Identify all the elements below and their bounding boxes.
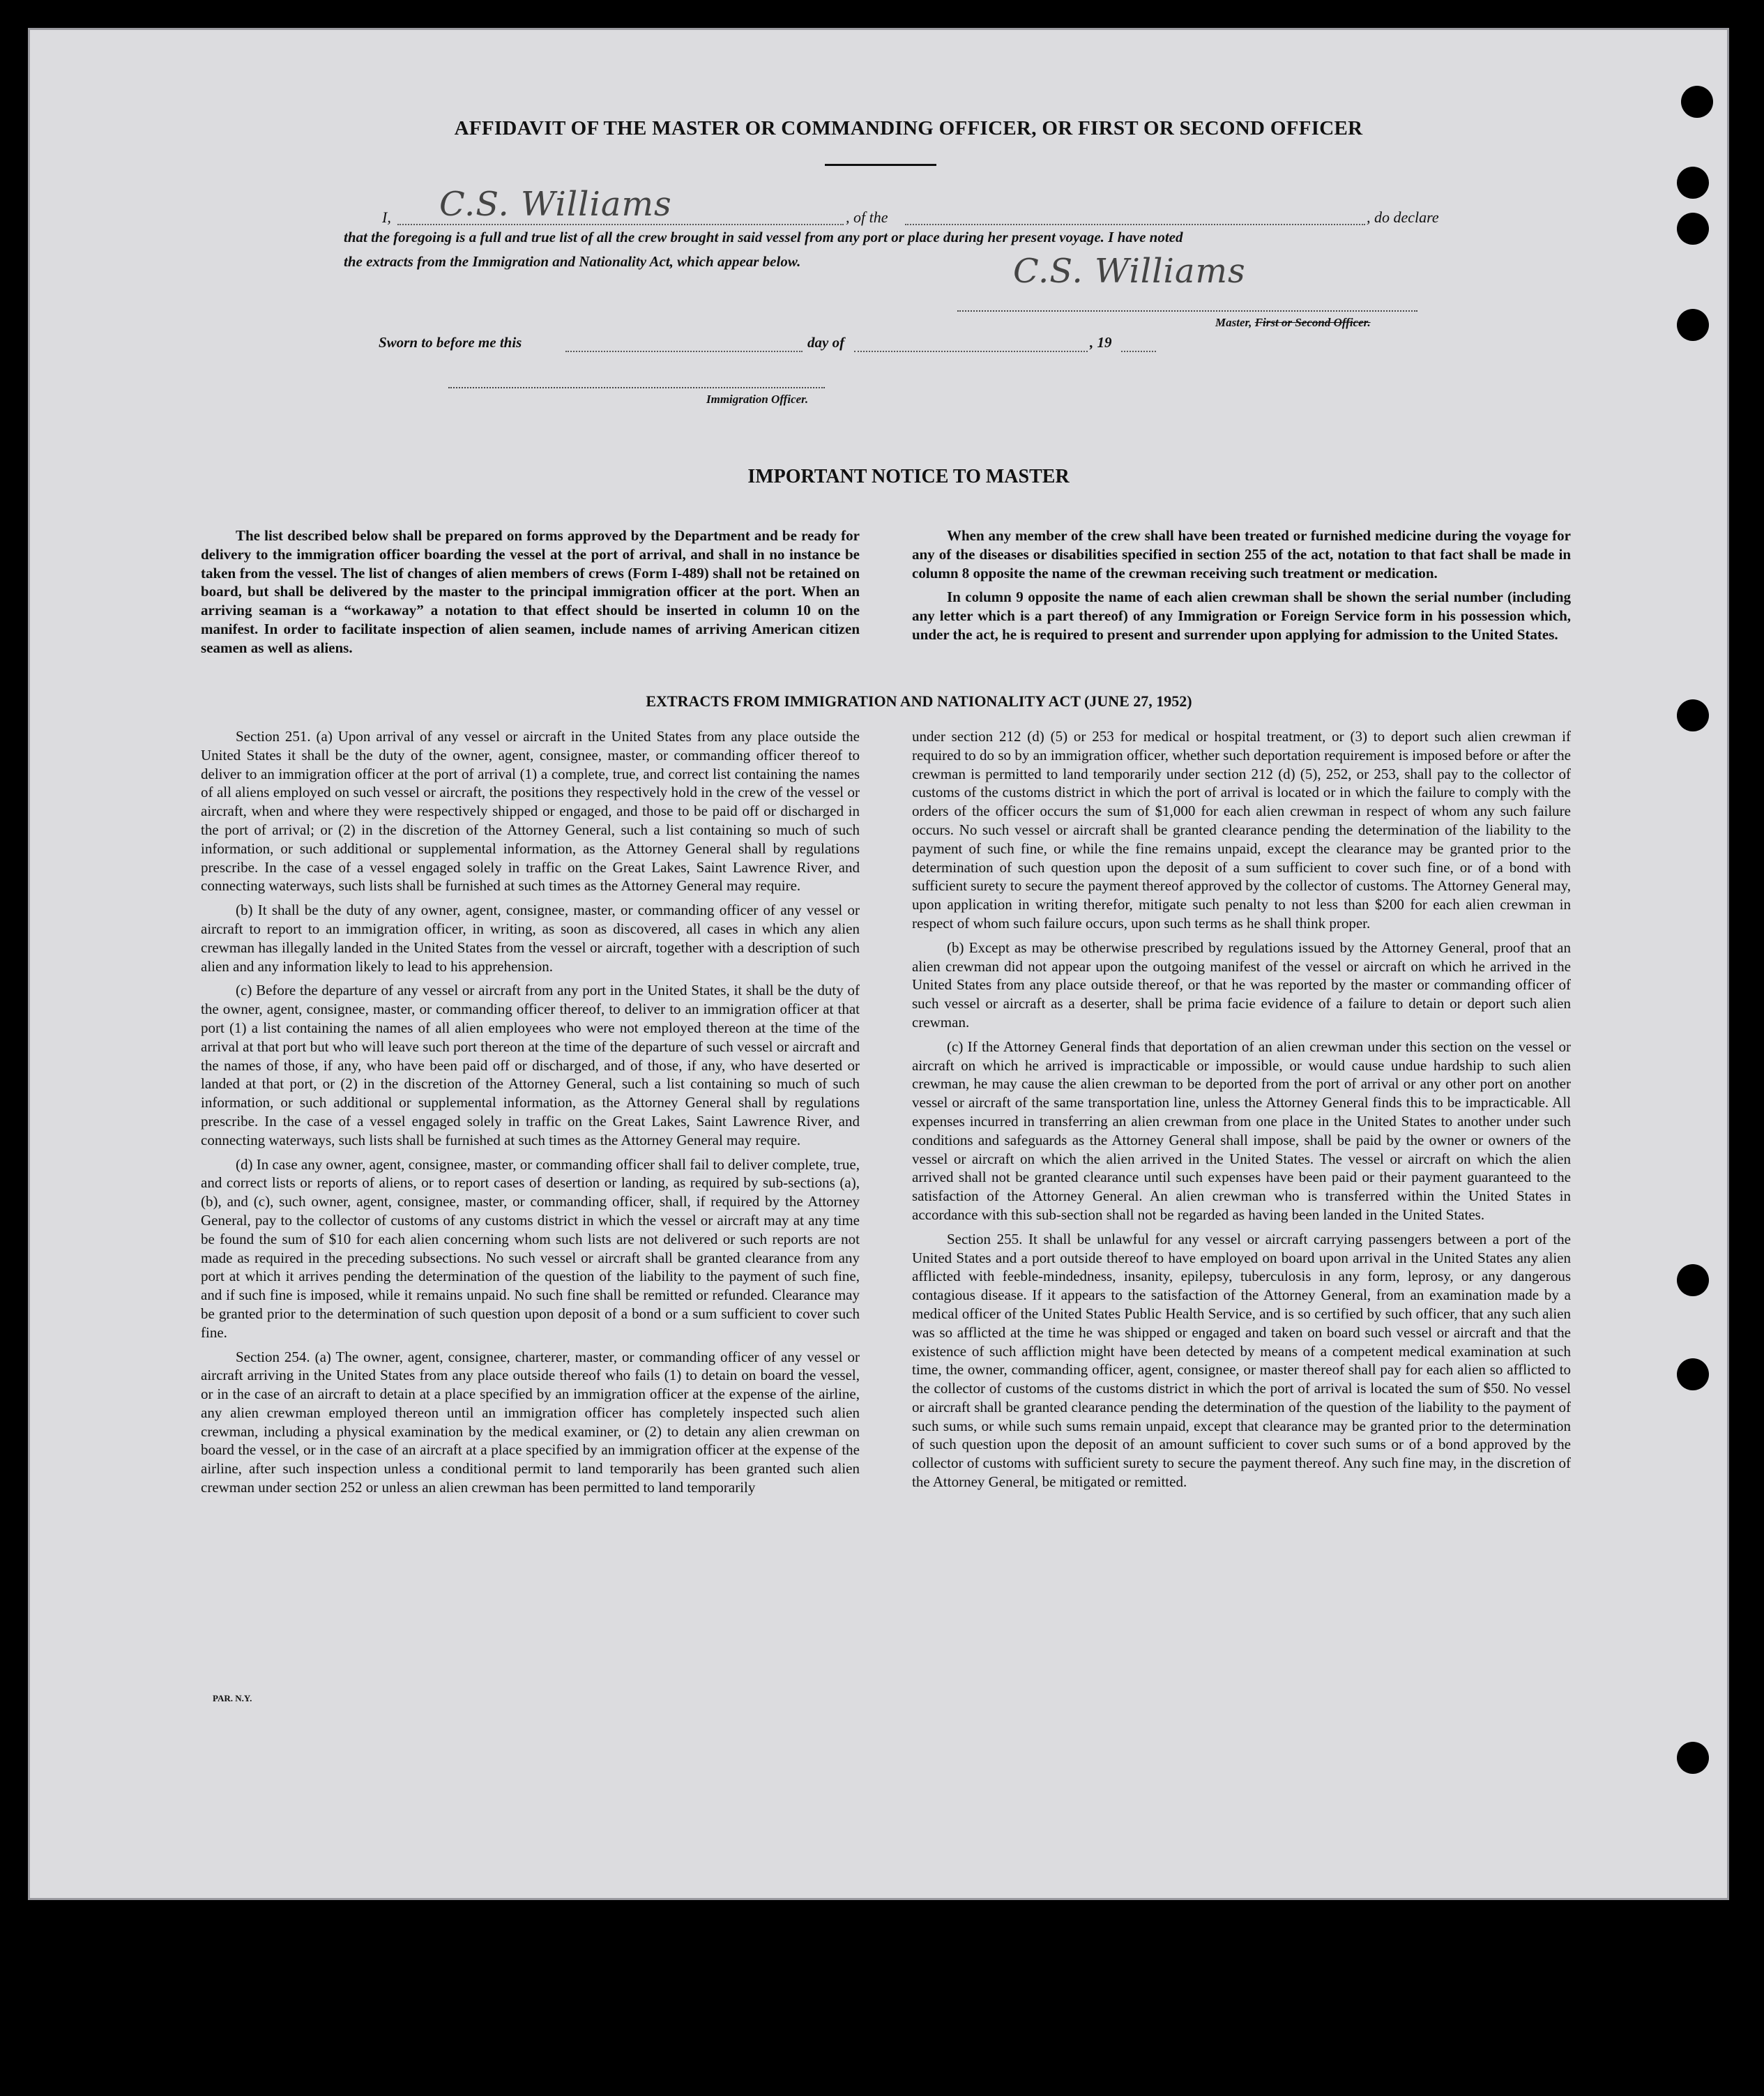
declarant-line <box>382 185 1442 231</box>
declarant-name-field <box>397 185 844 225</box>
notice-right-paragraph-2: In column 9 opposite the name of each alien crewman shall be shown the serial number (including any letter which is a part thereof) of any Immigration or Foreign Service form in his possession which, under the act, he is required to present and surrender upon applying for admission to the United States. <box>912 588 1571 643</box>
do-declare-label: , do declare <box>1367 208 1439 226</box>
extract-paragraph: Section 255. It shall be unlawful for any vessel or aircraft carrying passengers between a port of the United States and a port outside thereof to have employed on board upon arrival in the United States any alien afflicted with feeble-mindedness, insanity, epilepsy, tuberculosis in any form, leprosy, or any dangerous contagious disease. If it appears to the satisfaction of the Attorney General, from an examination made by a medical officer of the United States Public Health Service, and is so certified by such officer, that any such alien was so afflicted at the time he was shipped or engaged and taken on board such vessel or aircraft and that the existence of such affliction might have been detected by means of a competent medical examination at such time, the owner, commanding officer, agent, consignee, or master thereof shall pay for each alien so afflicted to the collector of customs of the customs district in which the port of arrival is located the sum of $50. No vessel or aircraft shall be granted clearance pending the determination of the question of the liability to the payment of such sums, or while such sums remain unpaid, except that clearance may be granted prior to the determination of such question upon the deposit of an amount sufficient to cover such sums or of a bond approved by the collector of customs with sufficient surety to secure the payment thereof. Any such fine may, in the discretion of the Attorney General, be mitigated or remitted. <box>912 1230 1571 1491</box>
notice-left-column <box>201 526 860 663</box>
sworn-year-field <box>1121 331 1156 352</box>
master-signature-line <box>957 310 1417 312</box>
extract-paragraph: Section 254. (a) The owner, agent, consignee, charterer, master, or commanding officer of any vessel or aircraft arriving in the United States from any place outside thereof who fails (1) to detain on board the vessel, or in the case of an aircraft to detain at a place specified by an immigration officer at the expense of the airline, any alien crewman employed thereon until an immigration officer has completely inspected such alien crewman, including a physical examination by the medical examiner, or (2) to detain any alien crewman on board the vessel, or in the case of an aircraft at a place specified by an immigration officer at the expense of the airline, after such inspection unless a conditional permit to land temporarily has been granted such alien crewman under section 252 or unless an alien crewman has been permitted to land temporarily <box>201 1348 860 1496</box>
immigration-officer-line <box>448 387 825 388</box>
affidavit-title: AFFIDAVIT OF THE MASTER OR COMMANDING OFFICER, OR FIRST OR SECOND OFFICER <box>454 117 1363 139</box>
extract-paragraph: (d) In case any owner, agent, consignee, master, or commanding officer shall fail to deliver complete, true, and correct lists or reports of aliens, or to report cases of desertion or landing, as required by sub-sections (a), (b), and (c), such owner, agent, consignee, master, or commanding officer, shall, if required by the Attorney General, pay to the collector of customs of any customs district in which the vessel or aircraft may at any time be found the sum of $10 for each alien concerning whom such lists are not delivered or such reports are not made as required in the preceding subsections. No such vessel or aircraft shall be granted clearance from any port at which it arrives pending the determination of the question of the liability to the payment of such fine, and if such fine is imposed, while it remains unpaid. No such fine shall be remitted or refunded. Clearance may be granted prior to the determination of such question upon deposit of a bond or a sum sufficient to cover such fine. <box>201 1155 860 1341</box>
binder-hole-icon <box>1677 1742 1709 1774</box>
day-of-label: day of <box>807 334 845 351</box>
extract-paragraph: (b) It shall be the duty of any owner, agent, consignee, master, or commanding officer of any vessel or aircraft to report to an immigration officer, in writing, as soon as discovered, all cases in which any alien crewman has illegally landed in the United States from the vessel or aircraft, together with a description of such alien and any information likely to lead to his apprehension. <box>201 902 860 975</box>
extract-paragraph: (b) Except as may be otherwise prescribed by regulations issued by the Attorney General, proof that an alien crewman did not appear upon the outgoing manifest of the vessel or aircraft on which he arrived in the United States from any place outside thereof, or that he was reported by the master or commanding officer of such vessel or aircraft as a deserter, shall be prima facie evidence of a failure to detain or deport such alien crewman. <box>912 939 1571 1031</box>
vessel-name-field <box>905 189 1365 225</box>
binder-hole-icon <box>1677 309 1709 341</box>
binder-hole-icon <box>1677 1358 1709 1390</box>
document-page <box>28 28 1729 1900</box>
extracts-right-column <box>912 727 1571 1497</box>
declaration-text-1: that the foregoing is a full and true list of all the crew brought in said vessel from any port or place during her present voyage. I have noted <box>344 229 1183 245</box>
immigration-officer-label: Immigration Officer. <box>706 393 809 406</box>
extract-paragraph: Section 251. (a) Upon arrival of any vessel or aircraft in the United States from any place outside the United States it shall be the duty of the owner, agent, consignee, master, or commanding officer thereof to deliver to an immigration officer at the port of arrival (1) a complete, true, and correct list containing the names of all aliens employed on such vessel or aircraft, the positions they respectively hold in the crew of the vessel or aircraft, when and where they were respectively shipped or engaged, and those to be paid off or discharged in the port of arrival; or (2) in the discretion of the Attorney General, such a list containing so much of such information, or such additional or supplemental information, as the Attorney General shall by regulations prescribe. In the case of a vessel engaged solely in traffic on the Great Lakes, Saint Lawrence River, and connecting waterways, such lists shall be furnished at such times as the Attorney General may require. <box>201 728 860 895</box>
extract-paragraph: under section 212 (d) (5) or 253 for medical or hospital treatment, or (3) to deport such alien crewman if required to do so by an immigration officer, whether such deportation requirement is imposed before or after the crewman is permitted to land temporarily under section 212 (d) (5), 252, or 253, shall pay to the collector of customs of the customs district in which the port of arrival is located or in which the failure to comply with the orders of the officer occurs the sum of $1,000 for each alien crewman in respect of whom any such failure occurs. No such vessel or aircraft shall be granted clearance pending the determination of the liability to the payment of such fine, or while the fine remains unpaid, except the clearance may be granted prior to the determination of such question upon the deposit of a sum sufficient to cover such fine, or of a bond with sufficient surety to secure the payment thereof approved by the collector of customs. The Attorney General may, upon application in writing therefor, mitigate such penalty to not less than $200 for each alien crewman in respect of whom such failure occurs, upon such terms as he shall think proper. <box>912 728 1571 932</box>
binder-hole-icon <box>1677 1264 1709 1296</box>
notice-left-paragraph: The list described below shall be prepared on forms approved by the Department and be ready for delivery to the immigration officer boarding the vessel at the port of arrival, and shall in no instance be taken from the vessel. The list of changes of alien members of crews (Form I-489) shall not be retained on board, but shall be delivered by the master to the principal immigration officer at the port. When an arriving seaman is a “workaway” a notation to that effect should be inserted in column 10 on the manifest. In order to facilitate inspection of alien seamen, include names of arriving American citizen seamen as well as aliens. <box>201 527 860 656</box>
year-label: , 19 <box>1090 334 1112 351</box>
master-title <box>1215 316 1371 330</box>
sworn-label: Sworn to before me this <box>379 334 522 351</box>
extract-paragraph: (c) If the Attorney General finds that deportation of an alien crewman under this section on the vessel or aircraft on which he arrived is impracticable or impossible, or would cause undue hardship to such alien crewman, he may cause the alien crewman to be deported from the port of arrival or any other port on another vessel or aircraft of the same transportation line, unless the Attorney General finds this to be impracticable. All expenses incurred in transferring an alien crewman from one place in the United States to another under such conditions and safeguards as the Attorney General shall impose, shall be paid by the owner or owners of the vessel or aircraft on which the alien arrived in the United States. The vessel or aircraft on which the alien arrived shall not be granted clearance until such expenses have been paid or their payment guaranteed to the satisfaction of the Attorney General. An alien crewman who is transferred within the United States in accordance with this sub-section shall not be regarded as having been landed in the United States. <box>912 1038 1571 1223</box>
binder-hole-icon <box>1677 699 1709 731</box>
notice-title: IMPORTANT NOTICE TO MASTER <box>747 466 1070 487</box>
sworn-month-field <box>854 331 1088 352</box>
binder-hole-icon <box>1677 167 1709 199</box>
extracts-title: EXTRACTS FROM IMMIGRATION AND NATIONALITY ACT (JUNE 27, 1952) <box>646 692 1192 710</box>
of-the-label: , of the <box>846 208 888 226</box>
sworn-day-field <box>565 331 803 352</box>
struck-officer-label: First or Second Officer. <box>1254 316 1371 329</box>
binder-hole-icon <box>1677 213 1709 245</box>
master-signature: C.S. Williams <box>1013 252 1246 291</box>
declaration-text-2: the extracts from the Immigration and Nationality Act, which appear below. <box>344 253 801 270</box>
sworn-line <box>379 331 1215 359</box>
notice-right-paragraph-1: When any member of the crew shall have been treated or furnished medicine during the voyage for any of the diseases or disabilities specified in section 255 of the act, notation to that fact shall be made in column 8 opposite the name of the crewman receiving such treatment or medication. <box>912 527 1571 582</box>
printer-mark: PAR. N.Y. <box>213 1693 252 1703</box>
extract-paragraph: (c) Before the departure of any vessel or aircraft from any port in the United States, it shall be the duty of the owner, agent, consignee, master, or commanding officer thereof, to deliver to an immigration officer at that port (1) a list containing the names of all alien employees who were not employed thereon at the time of the arrival at that port but who will leave such port thereon at the time of the departure of such vessel or aircraft and the names of those, if any, who have been paid off or discharged, and of those, if any, who have deserted or landed at that port, or (2) in the discretion of the Attorney General, such a list containing so much of such information, or such additional or supplemental information, as the Attorney General shall by regulations prescribe. In the case of a vessel engaged solely in traffic on the Great Lakes, Saint Lawrence River, and connecting waterways, such lists shall be furnished at such times as the Attorney General may require. <box>201 982 860 1148</box>
declarant-signature: C.S. Williams <box>439 185 672 224</box>
extracts-left-column <box>201 727 860 1503</box>
i-label: I, <box>382 208 391 226</box>
master-label: Master, <box>1215 316 1252 329</box>
title-underline <box>825 164 936 166</box>
notice-right-column <box>912 526 1571 650</box>
binder-hole-icon <box>1681 86 1713 118</box>
